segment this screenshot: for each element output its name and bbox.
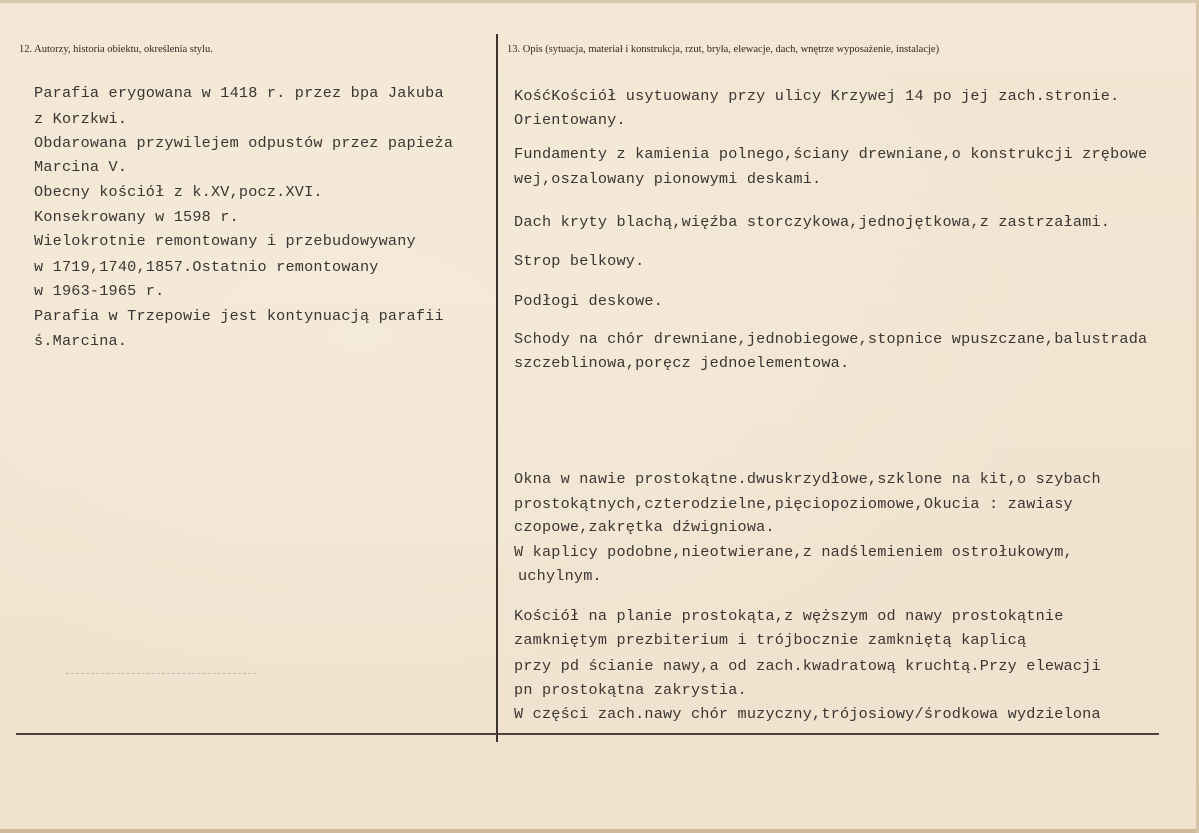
left-line: Obecny kościół z k.XV,pocz.XVI. <box>34 183 323 201</box>
bottom-rule <box>16 733 1159 735</box>
left-line: Parafia w Trzepowie jest kontynuacją parafii <box>34 307 444 325</box>
section-13-header: 13. Opis (sytuacja, materiał i konstrukcja, rzut, bryła, elewacje, dach, wnętrze wyposażenie, instalacje) <box>507 44 940 55</box>
column-divider <box>496 34 498 742</box>
right-line: wej,oszalowany pionowymi deskami. <box>514 170 822 188</box>
left-line: Obdarowana przywilejem odpustów przez papieża <box>34 134 454 152</box>
right-line: W części zach.nawy chór muzyczny,trójosiowy/środkowa wydzielona <box>514 705 1101 723</box>
left-line: w 1719,1740,1857.Ostatnio remontowany <box>34 258 379 276</box>
right-line: pn prostokątna zakrystia. <box>514 681 747 699</box>
right-line: uchylnym. <box>518 567 602 585</box>
right-line: zamkniętym prezbiterium i trójbocznie zamkniętą kaplicą <box>514 631 1027 649</box>
left-line: ś.Marcina. <box>34 332 128 350</box>
left-line: w 1963-1965 r. <box>34 282 165 300</box>
right-line: Schody na chór drewniane,jednobiegowe,stopnice wpuszczane,balustrada <box>514 330 1148 348</box>
card-edge-top <box>0 0 1199 3</box>
right-line: Podłogi deskowe. <box>514 292 664 310</box>
right-line: W kaplicy podobne,nieotwierane,z nadślemieniem ostrołukowym, <box>514 543 1073 561</box>
card-edge-bottom <box>0 829 1199 833</box>
right-line: przy pd ścianie nawy,a od zach.kwadratową kruchtą.Przy elewacji <box>514 657 1101 675</box>
faint-mark <box>66 673 256 675</box>
right-line: Okna w nawie prostokątne.dwuskrzydłowe,szklone na kit,o szybach <box>514 470 1101 488</box>
right-line: Strop belkowy. <box>514 252 645 270</box>
left-line: Konsekrowany w 1598 r. <box>34 208 239 226</box>
right-line: szczeblinowa,poręcz jednoelementowa. <box>514 354 850 372</box>
right-line: Fundamenty z kamienia polnego,ściany drewniane,o konstrukcji zrębowe <box>514 145 1148 163</box>
left-line: Parafia erygowana w 1418 r. przez bpa Jakuba <box>34 84 444 102</box>
right-line: KośćKościół usytuowany przy ulicy Krzywej 14 po jej zach.stronie. <box>514 87 1120 105</box>
left-line: Marcina V. <box>34 158 128 176</box>
left-line: z Korzkwi. <box>34 110 128 128</box>
right-line: Kościół na planie prostokąta,z węższym od nawy prostokątnie <box>514 607 1064 625</box>
left-line: Wielokrotnie remontowany i przebudowywany <box>34 232 416 250</box>
right-line: prostokątnych,czterodzielne,pięciopoziomowe,Okucia : zawiasy <box>514 495 1073 513</box>
section-12-header: 12. Autorzy, historia obiektu, określenia stylu. <box>19 44 213 55</box>
right-line: Dach kryty blachą,więźba storczykowa,jednojętkowa,z zastrzałami. <box>514 213 1111 231</box>
right-line: Orientowany. <box>514 111 626 129</box>
right-line: czopowe,zakrętka dźwigniowa. <box>514 518 775 536</box>
